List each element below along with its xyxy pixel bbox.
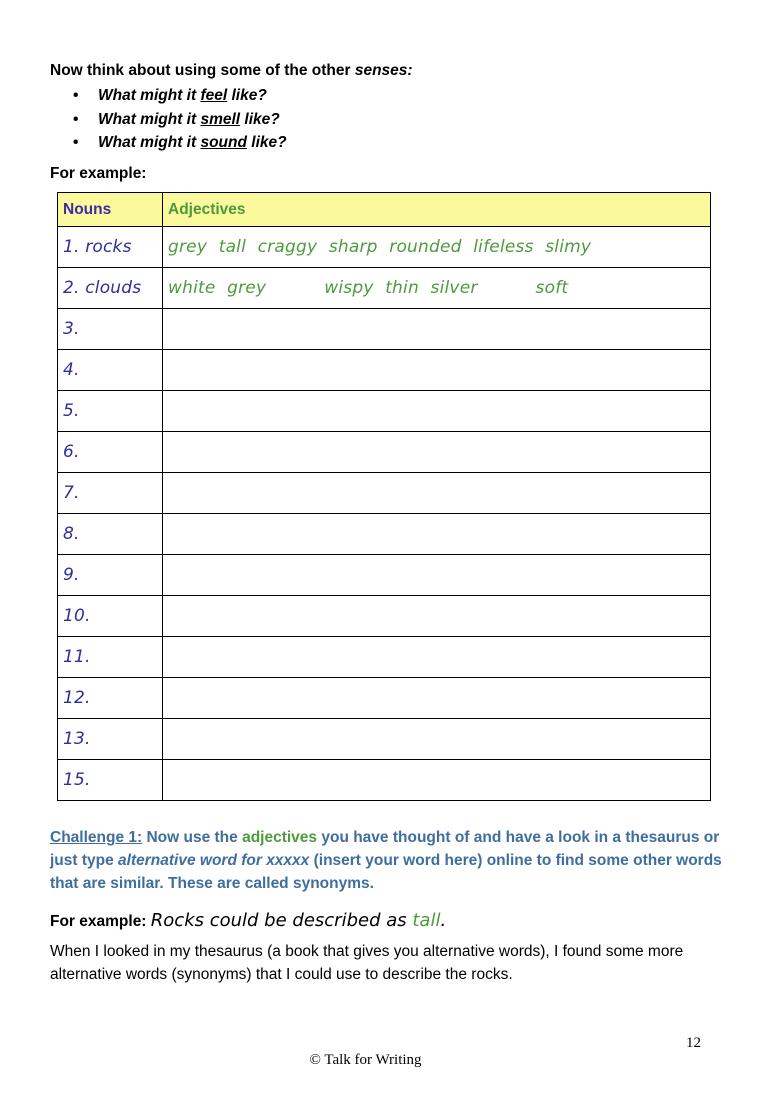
handwritten-text: Rocks could be described as [150,910,413,931]
table-row [58,432,711,473]
handwritten-keyword: tall [412,910,441,931]
list-item [70,84,287,108]
noun-cell[interactable]: 2. clouds [58,268,163,309]
challenge-text: (insert your word here) online to find some other words that are similar. These are called synonyms. [50,852,722,892]
header-adjectives: Adjectives [163,193,711,227]
challenge-search-phrase: alternative word for xxxxx [118,852,310,869]
noun-cell[interactable]: 8. [58,514,163,555]
nouns-adjectives-table [57,192,711,801]
table-row [58,473,711,514]
table-row [58,227,711,268]
question-text: What might it [98,110,201,128]
question-keyword: sound [200,134,247,151]
adjectives-cell[interactable] [163,473,711,514]
list-item [70,131,287,155]
adjectives-cell[interactable] [163,760,711,801]
table-header-row [58,193,711,227]
noun-cell[interactable]: 7. [58,473,163,514]
challenge-keyword: adjectives [242,829,318,846]
table-row [58,678,711,719]
noun-cell[interactable]: 6. [58,432,163,473]
adjectives-cell[interactable] [163,391,711,432]
for-example-label: For example: [50,165,147,182]
intro-heading [50,62,413,80]
adjectives-cell[interactable] [163,432,711,473]
question-keyword: smell [200,110,241,128]
noun-cell[interactable]: 5. [58,391,163,432]
table-row [58,637,711,678]
noun-cell[interactable]: 9. [58,555,163,596]
noun-cell[interactable]: 13. [58,719,163,760]
noun-cell[interactable]: 4. [58,350,163,391]
sense-questions [70,84,287,155]
footer [0,1052,759,1069]
challenge-text: you have thought of and have a look in a thesaurus or just type [50,829,720,869]
adjectives-cell[interactable] [163,514,711,555]
adjectives-cell[interactable]: grey tall craggy sharp rounded lifeless slimy [163,227,711,268]
noun-cell[interactable]: 12. [58,678,163,719]
table-row [58,268,711,309]
bullet-icon: • [73,110,79,128]
thesaurus-paragraph: When I looked in my thesaurus (a book that gives you alternative words), I found some more alternative words (synonyms) that I could use to describe the rocks. [50,943,684,983]
challenge-1 [50,826,730,895]
adjectives-cell[interactable] [163,350,711,391]
adjectives-cell[interactable] [163,309,711,350]
copyright: © Talk for Writing [309,1052,422,1068]
noun-cell[interactable]: 15. [58,760,163,801]
table-row [58,309,711,350]
noun-cell[interactable]: 11. [58,637,163,678]
noun-cell[interactable]: 3. [58,309,163,350]
adjectives-cell[interactable] [163,555,711,596]
question-text: What might it [98,134,201,151]
table-row [58,719,711,760]
page-number: 12 [686,1035,701,1051]
adjectives-cell[interactable] [163,719,711,760]
noun-cell[interactable]: 1. rocks [58,227,163,268]
table-row [58,391,711,432]
intro-lead-emphasis: senses: [354,62,413,79]
challenge-text: Now use the [142,829,243,846]
intro-lead: Now think about using some of the other [50,62,355,79]
adjectives-cell[interactable] [163,678,711,719]
question-text: like? [227,87,267,104]
header-nouns: Nouns [58,193,163,227]
table-row [58,555,711,596]
example-2 [50,910,446,931]
adjectives-cell[interactable]: white grey wispy thin silver soft [163,268,711,309]
list-item [70,108,287,132]
question-text: like? [246,134,287,151]
noun-cell[interactable]: 10. [58,596,163,637]
question-keyword: feel [200,87,228,104]
bullet-icon: • [73,87,79,104]
table-row [58,760,711,801]
table-row [58,514,711,555]
question-text: like? [240,110,280,128]
table-row [58,596,711,637]
example-label: For example: [50,913,151,930]
adjectives-cell[interactable] [163,596,711,637]
question-text: What might it [98,87,201,104]
table-row [58,350,711,391]
handwritten-example [151,910,446,931]
adjectives-cell[interactable] [163,637,711,678]
bullet-icon: • [73,134,79,151]
handwritten-text: . [440,910,447,931]
challenge-title: Challenge 1: [50,829,143,846]
